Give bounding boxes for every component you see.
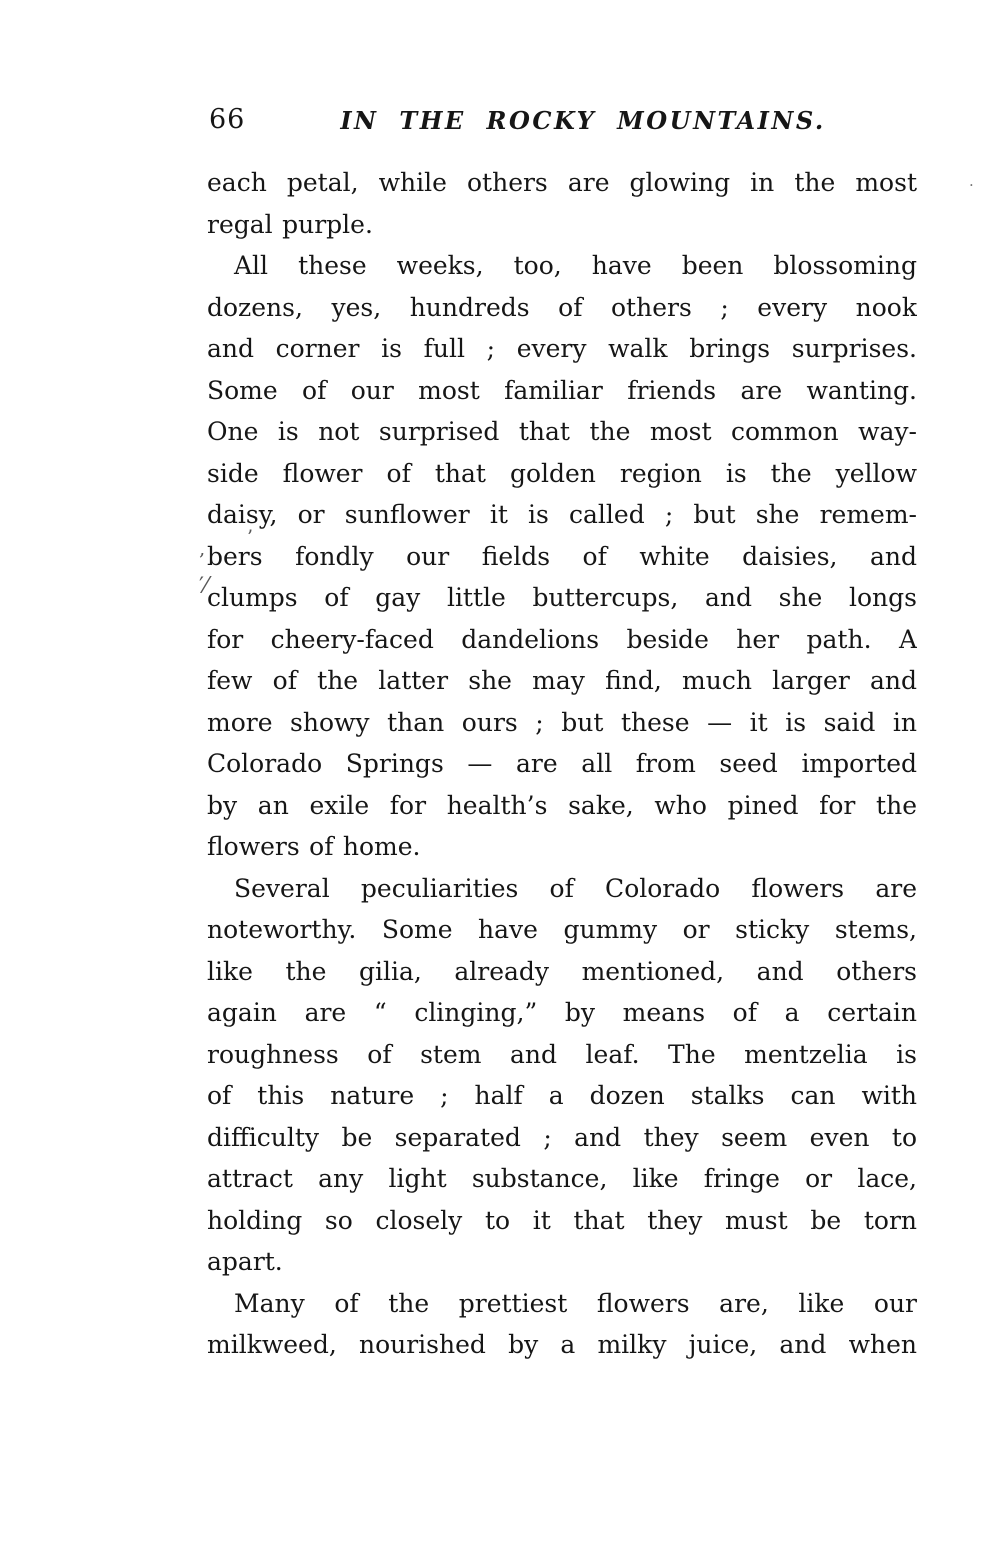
scan-artifact-clumps-mark: ′⁄ — [199, 574, 208, 599]
text-line: Colorado Springs — are all from seed imported — [207, 749, 917, 778]
text-line: daisy, or sunflower it is called ; but she remem- — [207, 500, 917, 529]
text-line: bers fondly our fields of white daisies, and — [207, 541, 917, 571]
text-line: side flower of that golden region is the yellow — [207, 458, 917, 488]
scan-artifact-bers-comma: ‚ — [199, 538, 206, 560]
text-line: holding so closely to it that they must be torn — [207, 1205, 917, 1235]
scan-artifact-right-margin: · — [969, 176, 974, 194]
text-line: dozens, yes, hundreds of others ; every nook — [207, 292, 917, 322]
text-line: for cheery-faced dandelions beside her path. A — [207, 624, 917, 654]
text-line: One is not surprised that the most common way- — [207, 417, 917, 446]
text-line: milkweed, nourished by a milky juice, and when — [207, 1330, 917, 1359]
text-line: each petal, while others are glowing in the most — [207, 168, 917, 197]
text-line: and corner is full ; every walk brings surprises. — [207, 334, 917, 363]
text-line: Some of our most familiar friends are wanting. — [207, 375, 917, 405]
text-line: clumps of gay little buttercups, and she longs — [207, 583, 917, 612]
text-line: flowers of home. — [207, 832, 421, 861]
text-line: of this nature ; half a dozen stalks can with — [207, 1081, 917, 1110]
running-title: IN THE ROCKY MOUNTAINS. — [340, 106, 826, 135]
text-line: like the gilia, already mentioned, and others — [207, 956, 917, 986]
scan-artifact-bers-apostrophe: ’ — [247, 526, 254, 548]
text-line: roughness of stem and leaf. The mentzelia is — [207, 1039, 917, 1069]
text-line: by an exile for health’s sake, who pined for the — [207, 790, 917, 820]
text-line: difficulty be separated ; and they seem even to — [207, 1122, 917, 1152]
text-line: again are “ clinging,” by means of a certain — [207, 998, 917, 1027]
text-line: more showy than ours ; but these — it is said in — [207, 707, 917, 737]
text-line: Many of the prettiest flowers are, like our — [234, 1288, 917, 1318]
text-line: apart. — [207, 1247, 283, 1276]
page-number: 66 — [209, 104, 246, 135]
text-line: regal purple. — [207, 209, 373, 239]
text-line: All these weeks, too, have been blossoming — [234, 251, 917, 280]
text-line: attract any light substance, like fringe or lace, — [207, 1164, 917, 1193]
text-line: Several peculiarities of Colorado flowers are — [234, 873, 917, 903]
page-header — [207, 102, 919, 140]
text-line: noteworthy. Some have gummy or sticky stems, — [207, 915, 917, 944]
text-line: few of the latter she may find, much larger and — [207, 666, 917, 695]
page-body — [207, 162, 917, 1366]
